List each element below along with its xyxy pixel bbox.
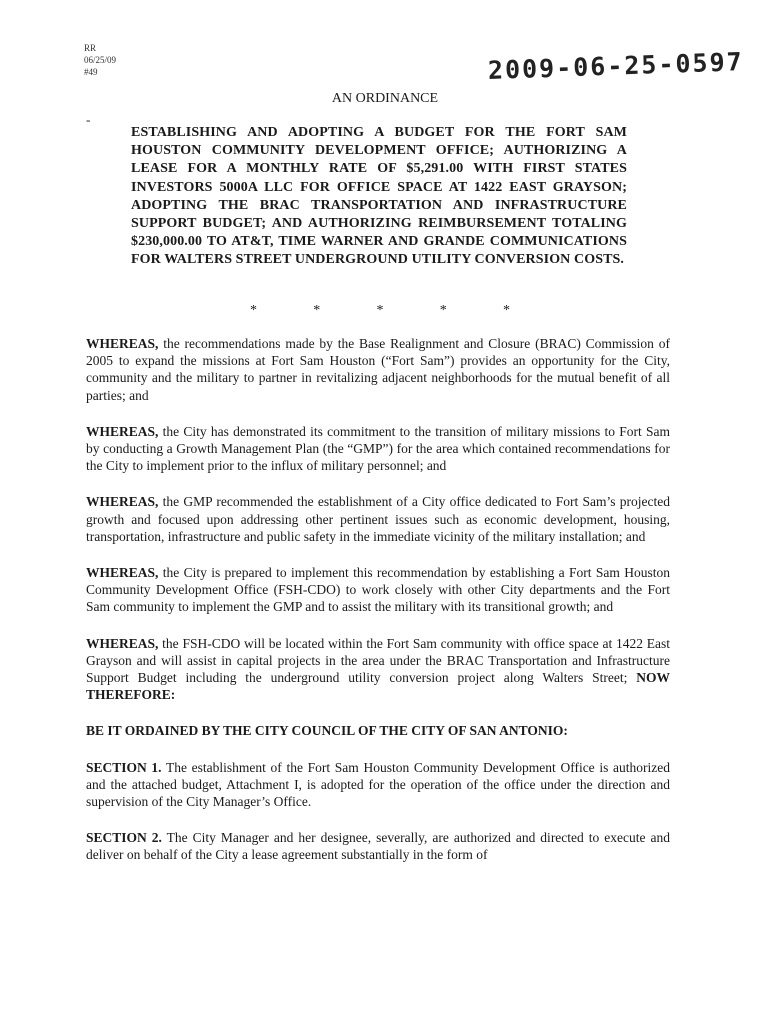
document-title: AN ORDINANCE — [331, 91, 439, 106]
section-lead: SECTION 1. — [86, 759, 162, 775]
agenda-item-number: #49 — [84, 67, 98, 77]
separator-star: * — [250, 303, 257, 318]
clause-lead: WHEREAS, — [86, 565, 159, 581]
ordinance-caption: ESTABLISHING AND ADOPTING A BUDGET FOR THE FORT SAM HOUSTON COMMUNITY DEVELOPMENT OFFICE; AUTHORIZING A LEASE FOR A MONTHLY RATE OF $5,291.00 WITH FIRST STATES INVESTORS 5000A LLC FOR OFFICE SPACE AT 1422 EAST GRAYSON; ADOPTING THE BRAC TRANSPORTATION AND INFRASTRUCTURE SUPPORT BUDGET; AND AUTHORIZING REIMBURSEMENT TOTALING $230,000.00 TO AT&T, TIME WARNER AND GRANDE COMMUNICATIONS FOR WALTERS STREET UNDERGROUND UTILITY CONVERSION COSTS. — [131, 125, 627, 268]
clause-text: the City has demonstrated its commitment to the transition of military missions to Fort Sam by conducting a Growth Management Plan (the “GMP”) for the area which contained recommendations for the City to implement prior to the influx of military personnel; and — [86, 423, 670, 474]
whereas-clause — [86, 493, 670, 545]
section-text: The City Manager and her designee, severally, are authorized and directed to execute and deliver on behalf of the City a lease agreement substantially in the form of — [86, 830, 670, 863]
section-1 — [86, 759, 670, 811]
document-metadata — [84, 42, 116, 78]
clause-text: the City is prepared to implement this recommendation by establishing a Fort Sam Houston Community Development Office (FSH-CDO) to work closely with other City departments and the Fort Sam community to implement the GMP and to assist the military with its transitional growth; and — [86, 565, 670, 615]
ordinance-body — [86, 335, 670, 883]
clause-text: the FSH-CDO will be located within the Fort Sam community with office space at 1422 East Grayson and will assist in capital projects in the area under the BRAC Transportation and Infrastructure Support Budget including the underground utility conversion project along Walters Street; — [86, 635, 670, 686]
enacting-clause: BE IT ORDAINED BY THE CITY COUNCIL OF THE CITY OF SAN ANTONIO: — [86, 723, 568, 739]
section-2 — [86, 829, 670, 863]
initials: RR — [84, 43, 97, 53]
ordinance-number-stamp: 2009-06-25-0597 — [487, 47, 745, 85]
clause-text: the GMP recommended the establishment of a City office dedicated to Fort Sam’s projected growth and focused upon addressing other pertinent issues such as economic development, housing, transportation, infrastructure and public safety in the immediate vicinity of the military installation; and — [86, 494, 670, 544]
clause-lead: WHEREAS, — [86, 494, 159, 510]
section-lead: SECTION 2. — [86, 830, 162, 846]
now-therefore: NOW THEREFORE: — [86, 670, 670, 703]
separator-star: * — [376, 303, 384, 318]
section-separator — [250, 303, 510, 319]
clause-text: the recommendations made by the Base Realignment and Closure (BRAC) Commission of 2005 to expand the missions at Fort Sam Houston (“Fort Sam”) provides an opportunity for the City, community and the military to partner in revitalizing adjacent neighborhoods for the mutual benefit of all parties; and — [86, 336, 670, 403]
separator-star: * — [503, 303, 510, 318]
separator-star: * — [439, 303, 447, 318]
section-text: The establishment of the Fort Sam Houston Community Development Office is authorized and the attached budget, Attachment I, is adopted for the operation of the office under the direction and supervision of the City Manager’s Office. — [86, 759, 670, 810]
separator-star: * — [313, 303, 321, 318]
whereas-clause — [86, 635, 670, 704]
margin-mark: - — [86, 112, 91, 127]
clause-lead: WHEREAS, — [86, 423, 159, 439]
whereas-clause — [86, 335, 670, 404]
clause-lead: WHEREAS, — [86, 635, 159, 651]
meeting-date: 06/25/09 — [84, 55, 117, 65]
whereas-clause — [86, 564, 670, 616]
whereas-clause — [86, 423, 670, 475]
clause-lead: WHEREAS, — [86, 336, 159, 351]
